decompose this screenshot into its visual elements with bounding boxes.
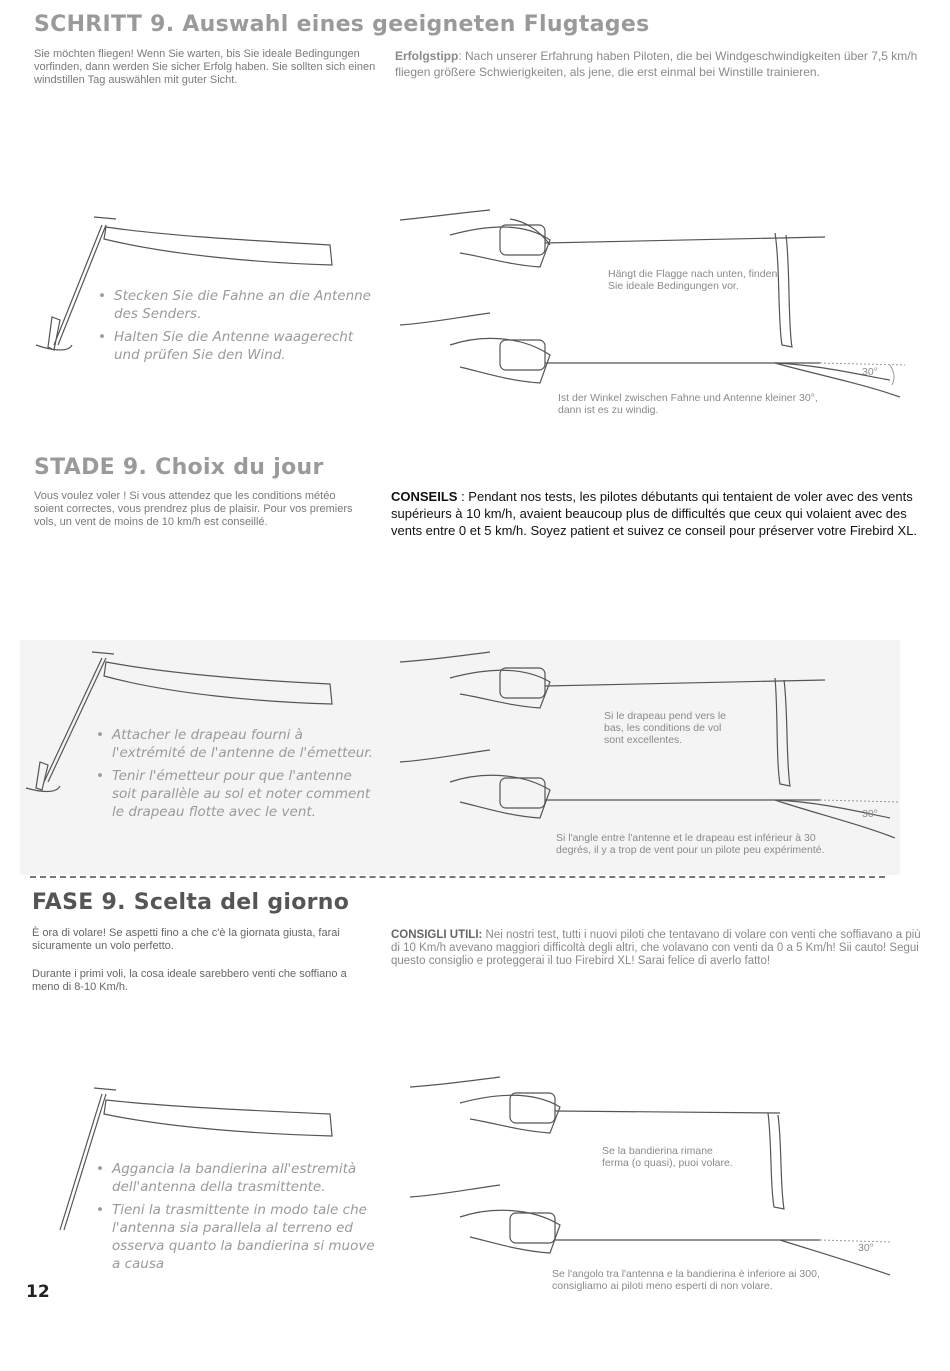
de-intro: Sie möchten fliegen! Wenn Sie warten, bis Sie ideale Bedingungen vorfinden, dann werden Sie sicher Erfolg haben. Sie sollten sich einen windstillen Tag auswählen mit guter Sicht. [34, 48, 376, 86]
de-tip-text: : Nach unserer Erfahrung haben Piloten, die bei Windgeschwindigkeiten über 7,5 km/h fliegen größere Schwierigkeiten, als jene, die erst einmal bei Winstille trainieren. [395, 49, 918, 79]
it-tip-text: Nei nostri test, tutti i nuovi piloti che tentavano di volare con venti che soffiavano a più di 10 Km/h avevano maggiori difficoltà degli altri, che volavano con venti da 0 a 5 Km/h! Sii cauto! Segui questo consiglio e proteggerai il tuo Firebird XL! Sarai felice di averlo fatto! [391, 929, 921, 967]
de-tip [395, 48, 925, 80]
de-bullets [98, 287, 378, 369]
it-transmitter-illustration [400, 1075, 920, 1290]
it-bullets [96, 1160, 376, 1278]
de-bullet-2: • Halten Sie die Antenne waagerecht und prüfen Sie den Wind. [98, 328, 378, 364]
section-divider [30, 876, 885, 878]
fr-transmitter-illustration [390, 650, 930, 860]
fr-angle-label: 30° [862, 808, 878, 820]
fr-tip-text: : Pendant nos tests, les pilotes débutants qui tentaient de voler avec des vents supérieurs à 10 km/h, avaient beaucoup plus de difficultés que ceux qui volaient avec des vents entre 0 et 5 km/h. Soyez patient et suivez ce conseil pour préserver votre Firebird XL. [391, 489, 918, 538]
page-number: 12 [26, 1282, 50, 1302]
de-caption-top: Hängt die Flagge nach unten, finden Sie ideale Bedingungen vor. [608, 268, 778, 292]
fr-intro: Vous voulez voler ! Si vous attendez que les conditions météo soient correctes, vous prendrez plus de plaisir. Pour vos premiers vols, un vent de moins de 10 km/h est conseillé. [34, 490, 353, 528]
it-heading: FASE 9. Scelta del giorno [32, 890, 350, 915]
it-tip [391, 929, 926, 968]
it-intro-2: Durante i primi voli, la cosa ideale sarebbero venti che soffiano a meno di 8-10 Km/h. [32, 968, 347, 993]
fr-heading: STADE 9. Choix du jour [34, 455, 324, 480]
de-bullet-1: • Stecken Sie die Fahne an die Antenne des Senders. [98, 287, 378, 323]
fr-caption-bottom: Si l'angle entre l'antenne et le drapeau est inférieur à 30 degrés, il y a trop de vent pour un pilote peu expérimenté. [556, 832, 825, 856]
it-caption-bottom: Se l'angolo tra l'antenna e la bandierina è inferiore ai 300, consigliamo ai piloti meno esperti di non volare. [552, 1268, 820, 1292]
de-caption-bottom: Ist der Winkel zwischen Fahne und Antenne kleiner 30°, dann ist es zu windig. [558, 392, 818, 416]
it-tip-label: CONSIGLI UTILI: [391, 929, 483, 941]
it-angle-label: 30° [858, 1242, 874, 1254]
fr-caption-top: Si le drapeau pend vers le bas, les conditions de vol sont excellentes. [604, 710, 726, 746]
fr-bullets [96, 726, 376, 826]
it-bullet-1: • Aggancia la bandierina all'estremità dell'antenna della trasmittente. [96, 1160, 376, 1196]
it-intro-1: È ora di volare! Se aspetti fino a che c'è la giornata giusta, farai sicuramente un volo perfetto. [32, 927, 340, 952]
it-caption-top: Se la bandierina rimane ferma (o quasi), puoi volare. [602, 1145, 733, 1169]
it-bullet-2: • Tieni la trasmittente in modo tale che l'antenna sia parallela al terreno ed osserva quanto la bandierina si muove a causa [96, 1201, 376, 1273]
de-tip-label: Erfolgstipp [395, 49, 459, 63]
de-heading: SCHRITT 9. Auswahl eines geeigneten Flugtages [34, 12, 650, 37]
fr-tip-label: CONSEILS [391, 489, 458, 504]
fr-tip [391, 488, 931, 539]
de-angle-label: 30° [862, 366, 878, 378]
fr-bullet-1: • Attacher le drapeau fourni à l'extrémité de l'antenne de l'émetteur. [96, 726, 376, 762]
fr-bullet-2: • Tenir l'émetteur pour que l'antenne soit parallèle au sol et noter comment le drapeau flotte avec le vent. [96, 767, 376, 821]
